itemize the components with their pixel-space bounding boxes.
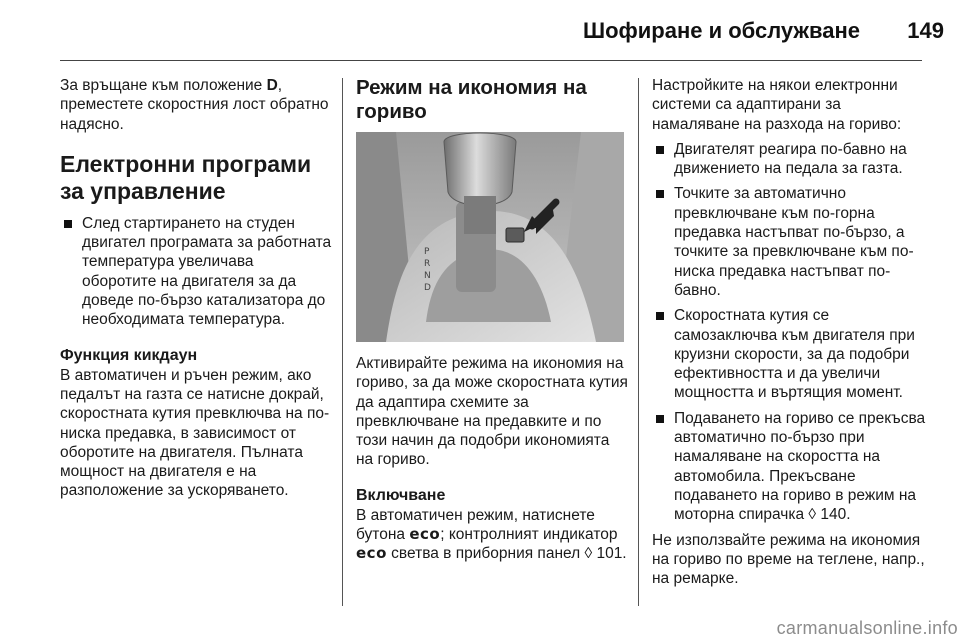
eco-button-symbol: eco [409, 525, 441, 544]
page-ref-140: 140. [816, 506, 851, 524]
list-item: Точките за автоматично превключване към по-горна предавка настъпват по-бързо, а точките за превключване към по-ниска предавка настъпват по-бавно. [652, 184, 928, 300]
switch-on-text-2: ; контролният индикатор [440, 526, 618, 544]
column-divider-2 [638, 78, 639, 606]
switch-on-text-3: светва в приборния панел [386, 545, 585, 563]
page-ref-101: 101. [592, 545, 627, 563]
gear-selector-illustration [356, 132, 624, 342]
section-title-electronic-programs: Електронни програми за управление [60, 150, 312, 204]
intro-text: За връщане към положение [60, 77, 267, 94]
header-rule [60, 60, 922, 61]
list-item: След стартирането на студен двигател програмата за работната температура увеличава оборотите на двигателя за да доведе по-бързо катализатора до необходимата температура. [60, 214, 332, 330]
column-3 [652, 76, 928, 588]
switch-on-title: Включване [356, 486, 446, 504]
list-item: Двигателят реагира по-бавно на движението на педала за газта. [652, 140, 928, 179]
page-ref-icon: ◊ [584, 545, 593, 563]
column-2 [356, 76, 628, 564]
svg-text:P: P [424, 247, 430, 257]
column-1 [60, 76, 332, 501]
settings-intro: Настройките на някои електронни системи са адаптирани за намаляване на разхода на гориво: [652, 77, 902, 133]
page-number: 149 [907, 18, 944, 43]
switch-on-text [356, 506, 628, 564]
economy-effects-list [652, 140, 928, 525]
list-item: Скоростната кутия се самозаключва към двигателя при круизни скорости, за да подобри ефективността и да увеличи мощността и въртящия момент. [652, 306, 928, 402]
svg-text:N: N [424, 271, 431, 281]
electronic-programs-list [60, 214, 332, 330]
header-title: Шофиране и обслужване [582, 18, 860, 43]
intro-paragraph [60, 76, 332, 134]
list-item [652, 409, 928, 525]
column-divider-1 [342, 78, 343, 606]
watermark: carmanualsonline.info [776, 618, 958, 638]
intro-text-end: , преместете скоростния лост обратно надясно. [60, 77, 329, 133]
svg-text:D: D [424, 283, 431, 293]
section-title-economy-mode: Режим на икономия на гориво [356, 76, 587, 123]
fuel-cut-text: Подаването на гориво се прекъсва автоматично по-бързо при намаляване на скоростта на автомобила. Прекъсване подаването на гориво в режим на моторна спирачка [674, 409, 926, 524]
activate-text: Активирайте режима на икономия на гориво, за да може скоростната кутия да адаптира схемите за превключване на предавките и по този начин да подобри икономията на гориво. [356, 355, 628, 469]
kickdown-title: Функция кикдаун [60, 346, 198, 364]
svg-text:R: R [424, 259, 431, 269]
switch-on-text-1: В автоматичен режим, натиснете бутона [356, 506, 595, 544]
page-ref-icon: ◊ [808, 506, 817, 524]
eco-indicator-symbol: eco [356, 544, 387, 563]
position-d: D [266, 77, 278, 94]
kickdown-text: В автоматичен и ръчен режим, ако педалът на газта се натисне докрай, скоростната кутия превключва на по-ниска предавка, в зависимост от оборотите на двигателя. Пълната мощност на двигателя е на разположение за ускоряването. [60, 366, 330, 500]
towing-warning: Не използвайте режима на икономия на гориво по време на теглене, напр., на ремарке. [652, 531, 925, 588]
